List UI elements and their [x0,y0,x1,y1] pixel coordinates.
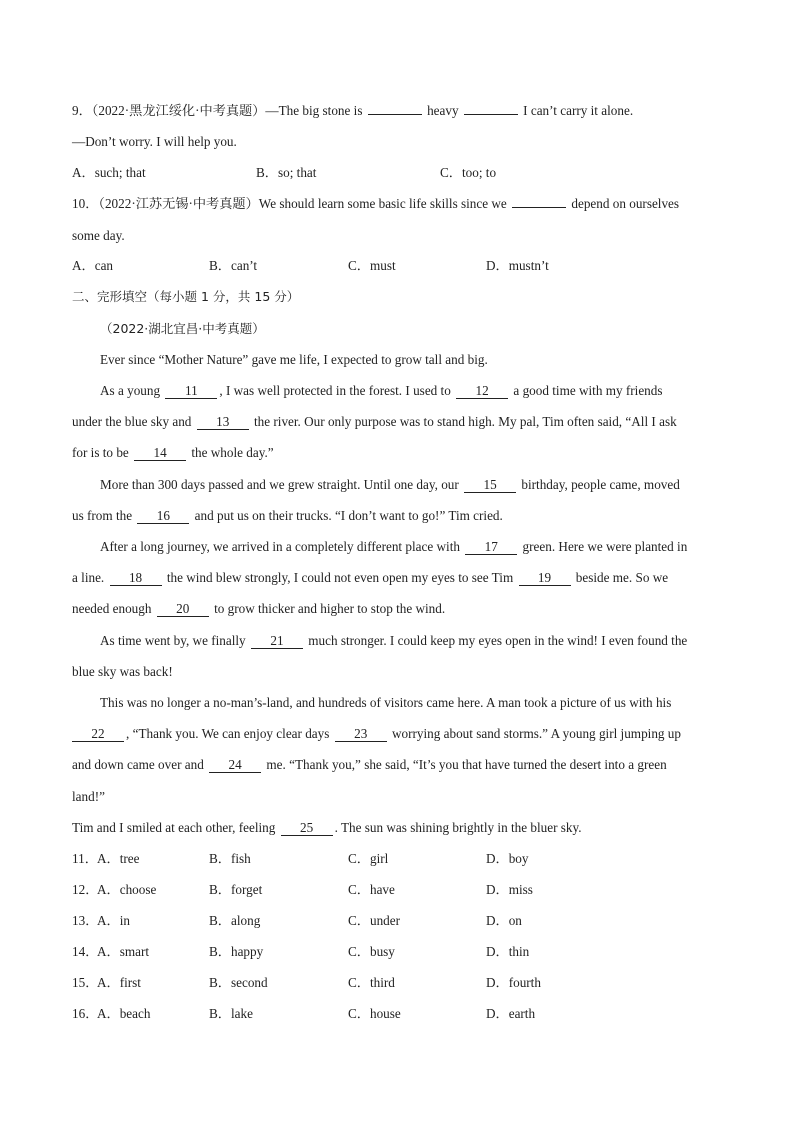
blank-25: 25 [281,821,333,836]
text-run: the river. Our only purpose was to stand high. My pal, Tim often said, “All I ask [250,414,677,429]
question-10 [72,196,679,212]
text-run: under the blue sky and [72,414,195,429]
text-run: After a long journey, we arrived in a completely different place with [100,539,464,554]
option-9-c: C．too; to [440,165,497,180]
passage-p4-line1 [100,539,687,555]
text-run: , I was well protected in the forest. I used to [219,383,455,398]
passage-p7 [72,820,582,836]
question-10-suffix: depend on ourselves [568,196,680,211]
choice-option-c: C．girl [348,851,389,866]
passage-p5-line2: blue sky was back! [72,664,173,679]
question-10-line2: some day. [72,228,125,243]
text-run: me. “Thank you,” she said, “It’s you that have turned the desert into a green [263,757,667,772]
choice-option-c: C．have [348,882,395,897]
option-10-c: C．must [348,258,396,273]
question-9 [72,103,633,119]
choice-option-a: A．smart [97,944,150,959]
text-run: . The sun was shining brightly in the bluer sky. [334,820,582,835]
text-run: the wind blew strongly, I could not even open my eyes to see Tim [163,570,517,585]
text-run: Tim and I smiled at each other, feeling [72,820,279,835]
passage-p6-line3 [72,757,667,773]
text-run: the whole day.” [188,445,274,460]
text-run: to grow thicker and higher to stop the wind. [210,601,446,616]
question-9-suffix: I can’t carry it alone. [519,103,634,118]
passage-p2-line3 [72,445,274,461]
choice-option-b: B．happy [209,944,264,959]
section-2-heading: 二、完形填空（每小题 1 分，共 15 分） [72,289,300,304]
text-run: a line. [72,570,108,585]
blank-16: 16 [137,509,189,524]
choice-option-a: A．first [97,975,141,990]
passage-p4-line2 [72,570,668,586]
text-run: beside me. So we [572,570,669,585]
blank-15: 15 [464,478,516,493]
blank-14: 14 [134,446,186,461]
passage-p6-line4: land!” [72,789,105,804]
question-10-blank [512,207,566,208]
question-9-blank-2 [464,114,518,115]
choice-option-c: C．under [348,913,401,928]
choice-option-b: B．forget [209,882,263,897]
passage-p5-line1 [100,633,687,649]
choice-number: 11． [72,851,98,866]
text-run: As a young [100,383,164,398]
text-run: As time went by, we finally [100,633,249,648]
section-2-source: （2022·湖北宜昌·中考真题） [100,321,265,336]
blank-20: 20 [157,602,209,617]
choice-option-d: D．boy [486,851,529,866]
text-run: and put us on their trucks. “I don’t want to go!” Tim cried. [191,508,503,523]
choice-option-b: B．fish [209,851,251,866]
question-9-line2: —Don’t worry. I will help you. [72,134,237,149]
blank-12: 12 [456,384,508,399]
question-9-mid: heavy [423,103,462,118]
question-9-blank-1 [368,114,422,115]
blank-13: 13 [197,415,249,430]
option-9-a: A．such; that [72,165,146,180]
text-run: for is to be [72,445,133,460]
option-10-d: D．mustn’t [486,258,549,273]
text-run: much stronger. I could keep my eyes open in the wind! I even found the [304,633,688,648]
choice-option-d: D．fourth [486,975,541,990]
passage-p6-line1: This was no longer a no-man’s-land, and hundreds of visitors came here. A man took a picture of us with his [100,695,672,710]
blank-19: 19 [519,571,571,586]
blank-22: 22 [72,727,124,742]
choice-option-d: D．miss [486,882,533,897]
blank-18: 18 [110,571,162,586]
choice-number: 14． [72,944,99,959]
blank-23: 23 [335,727,387,742]
choice-option-c: C．busy [348,944,395,959]
choice-option-b: B．second [209,975,268,990]
choice-option-d: D．on [486,913,522,928]
choice-option-c: C．house [348,1006,401,1021]
text-run: More than 300 days passed and we grew straight. Until one day, our [100,477,463,492]
text-run: and down came over and [72,757,208,772]
choice-number: 16． [72,1006,99,1021]
text-run: green. Here we were planted in [519,539,688,554]
choice-number: 15． [72,975,99,990]
choice-option-a: A．choose [97,882,157,897]
choice-option-a: A．in [97,913,130,928]
choice-option-a: A．beach [97,1006,151,1021]
choice-number: 12． [72,882,99,897]
text-run: a good time with my friends [510,383,663,398]
passage-p2-line2 [72,414,677,430]
option-9-b: B．so; that [256,165,317,180]
passage-p6-line2 [72,726,681,742]
text-run: birthday, people came, moved [518,477,680,492]
question-10-prefix: 10．（2022·江苏无锡·中考真题）We should learn some basic life skills since we [72,196,511,211]
choice-number: 13． [72,913,99,928]
choice-option-d: D．thin [486,944,530,959]
text-run: needed enough [72,601,155,616]
passage-p3-line1 [100,477,680,493]
choice-option-c: C．third [348,975,395,990]
choice-option-b: B．along [209,913,261,928]
blank-24: 24 [209,758,261,773]
passage-p4-line3 [72,601,445,617]
option-10-b: B．can’t [209,258,258,273]
blank-11: 11 [165,384,217,399]
text-run: worrying about sand storms.” A young girl jumping up [388,726,681,741]
choice-option-a: A．tree [97,851,140,866]
text-run: us from the [72,508,136,523]
option-10-a: A．can [72,258,114,273]
blank-21: 21 [251,634,303,649]
choice-option-d: D．earth [486,1006,536,1021]
text-run: , “Thank you. We can enjoy clear days [126,726,333,741]
choice-option-b: B．lake [209,1006,253,1021]
question-9-prefix: 9．（2022·黑龙江绥化·中考真题）—The big stone is [72,103,366,118]
blank-17: 17 [465,540,517,555]
passage-p2-line1 [100,383,663,399]
passage-p3-line2 [72,508,503,524]
passage-p1: Ever since “Mother Nature” gave me life, I expected to grow tall and big. [100,352,488,367]
